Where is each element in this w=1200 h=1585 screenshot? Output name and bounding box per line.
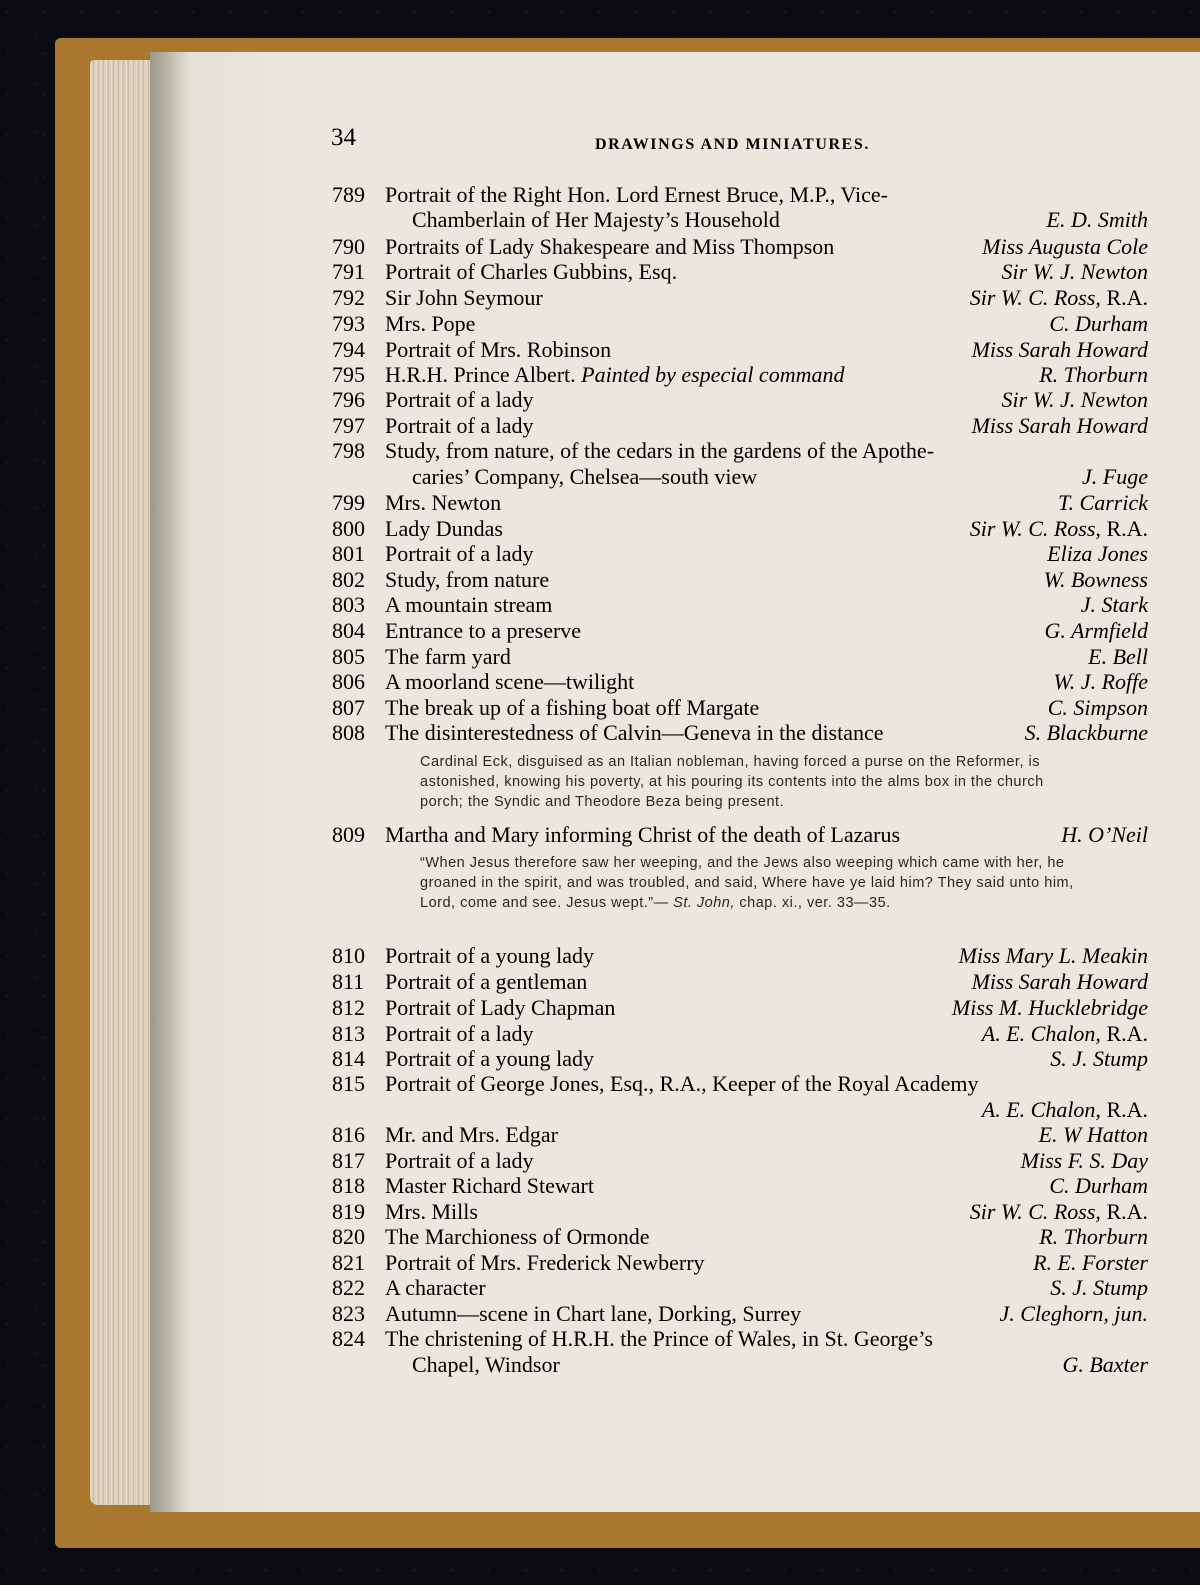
entry-number: 814 xyxy=(332,1046,365,1071)
entry-artist-name: Miss F. S. Day xyxy=(1020,1148,1148,1173)
entry-artist-name: W. Bowness xyxy=(1043,567,1148,592)
entry-title xyxy=(385,1046,594,1072)
entry-title-text: Study, from nature, of the cedars in the gardens of the Apothe- xyxy=(385,438,935,463)
entry-802 xyxy=(0,567,1200,593)
entry-title-text: Portrait of Charles Gubbins, Esq. xyxy=(385,259,678,284)
entry-title xyxy=(385,1122,558,1148)
entry-title xyxy=(385,1326,933,1352)
entry-title xyxy=(385,720,884,746)
entry-artist xyxy=(1000,1301,1149,1327)
entry-title-text: Portrait of Mrs. Frederick Newberry xyxy=(385,1250,705,1275)
entry-artist-name: T. Carrick xyxy=(1057,490,1148,515)
entry-title-text: Portrait of a young lady xyxy=(385,943,594,968)
note-809-quote-text: “When Jesus therefore saw her weeping, and the Jews also weeping which came with her, he groaned in the spirit, and was troubled, and said, Where have ye laid him? They said unto him, Lord, come and see. Jesus wept.”— xyxy=(420,855,1074,911)
entry-title xyxy=(385,669,634,695)
entry-number: 796 xyxy=(332,387,365,412)
entry-title-text: The Marchioness of Ormonde xyxy=(385,1224,650,1249)
entry-794 xyxy=(0,337,1200,363)
entry-number: 807 xyxy=(332,695,365,720)
entry-title-text: The farm yard xyxy=(385,644,511,669)
entry-artist-name: Miss M. Hucklebridge xyxy=(951,995,1148,1020)
entry-number: 819 xyxy=(332,1199,365,1224)
entry-number: 816 xyxy=(332,1122,365,1147)
entry-artist xyxy=(1048,695,1148,721)
entry-title xyxy=(385,644,511,670)
entry-799 xyxy=(0,490,1200,516)
entry-artist xyxy=(1002,387,1148,413)
entry-title-text: Portrait of the Right Hon. Lord Ernest Bruce, M.P., Vice- xyxy=(385,182,888,207)
entry-artist xyxy=(1082,464,1148,490)
note-809-cite: St. John, xyxy=(673,895,735,911)
entry-artist xyxy=(1045,618,1148,644)
entry-819 xyxy=(0,1199,1200,1225)
entry-artist-name: Eliza Jones xyxy=(1047,541,1148,566)
entry-818 xyxy=(0,1173,1200,1199)
entry-title-text: The disinterestedness of Calvin—Geneva in the distance xyxy=(385,720,884,745)
entry-title-text: Portrait of George Jones, Esq., R.A., Keeper of the Royal Academy xyxy=(385,1071,979,1096)
entry-title xyxy=(385,362,844,388)
entry-814 xyxy=(0,1046,1200,1072)
entry-artist xyxy=(1033,1250,1148,1276)
entry-artist-suffix: R.A. xyxy=(1100,1021,1148,1046)
entry-824 xyxy=(0,1326,1200,1352)
entry-artist-name: E. Bell xyxy=(1088,644,1148,669)
entry-789-continued xyxy=(0,207,1200,233)
entry-number: 792 xyxy=(332,285,365,310)
entry-800 xyxy=(0,516,1200,542)
entry-title-text: Portrait of a lady xyxy=(385,541,534,566)
entry-title xyxy=(385,1173,594,1199)
entry-artist-name: C. Durham xyxy=(1049,311,1148,336)
entry-title-text: Portrait of a lady xyxy=(385,1021,534,1046)
entry-artist xyxy=(959,943,1148,969)
entry-artist xyxy=(1049,311,1148,337)
entry-artist xyxy=(982,234,1148,260)
entry-artist xyxy=(1039,1122,1148,1148)
entry-artist-suffix: R.A. xyxy=(1100,285,1148,310)
entry-title xyxy=(385,943,594,969)
entry-title xyxy=(385,311,475,337)
entry-title xyxy=(385,995,615,1021)
entry-title xyxy=(385,695,759,721)
entry-820 xyxy=(0,1224,1200,1250)
entry-number: 817 xyxy=(332,1148,365,1173)
entry-title xyxy=(385,490,501,516)
entry-artist-name: W. J. Roffe xyxy=(1053,669,1148,694)
entry-title xyxy=(385,387,533,413)
entry-artist-name: G. Armfield xyxy=(1044,618,1148,643)
entry-artist-name: S. J. Stump xyxy=(1050,1046,1148,1071)
entry-artist xyxy=(972,969,1148,995)
running-head: DRAWINGS AND MINIATURES. xyxy=(595,136,871,153)
entry-number: 808 xyxy=(332,720,365,745)
entry-title xyxy=(385,516,503,542)
entry-artist xyxy=(1021,1148,1148,1174)
entry-artist-name: R. Thorburn xyxy=(1039,362,1148,387)
entry-artist xyxy=(1081,592,1148,618)
entry-artist-name: Sir W. J. Newton xyxy=(1001,259,1148,284)
entry-number: 818 xyxy=(332,1173,365,1198)
entry-number: 821 xyxy=(332,1250,365,1275)
entry-title-text: A moorland scene—twilight xyxy=(385,669,635,694)
entry-812 xyxy=(0,995,1200,1021)
entry-807 xyxy=(0,695,1200,721)
entry-title-continued: Chamberlain of Her Majesty’s Household xyxy=(412,207,780,232)
entry-number: 806 xyxy=(332,669,365,694)
entry-number: 809 xyxy=(332,822,365,847)
entry-number: 815 xyxy=(332,1071,365,1096)
entry-artist xyxy=(982,1097,1148,1123)
entry-813 xyxy=(0,1021,1200,1047)
entry-title xyxy=(385,259,677,285)
entry-artist-suffix: R.A. xyxy=(1100,1097,1148,1122)
entry-title-text: Mrs. Newton xyxy=(385,490,502,515)
entry-artist xyxy=(1049,1173,1148,1199)
entry-title xyxy=(385,1071,978,1097)
entry-title xyxy=(385,234,834,260)
entry-artist xyxy=(1088,644,1148,670)
entry-792 xyxy=(0,285,1200,311)
entry-title xyxy=(385,1250,705,1276)
entry-number: 823 xyxy=(332,1301,365,1326)
entry-artist-name: A. E. Chalon, xyxy=(981,1097,1101,1122)
entry-artist xyxy=(970,1199,1148,1225)
entry-title-text: Portrait of a young lady xyxy=(385,1046,594,1071)
entry-artist-name: J. Stark xyxy=(1080,592,1148,617)
entry-title-text: Sir John Seymour xyxy=(385,285,543,310)
entry-artist-name: S. Blackburne xyxy=(1024,720,1148,745)
entry-artist xyxy=(1050,1046,1148,1072)
entry-number: 802 xyxy=(332,567,365,592)
entry-816 xyxy=(0,1122,1200,1148)
entry-title-text: The christening of H.R.H. the Prince of Wales, in St. George’s xyxy=(385,1326,933,1351)
entry-artist xyxy=(1050,1275,1148,1301)
entry-number: 811 xyxy=(332,969,365,994)
entry-artist xyxy=(1054,669,1149,695)
entry-title-text: Mrs. Pope xyxy=(385,311,476,336)
entry-title-continued: Chapel, Windsor xyxy=(412,1352,560,1377)
entry-number: 812 xyxy=(332,995,365,1020)
entry-number: 800 xyxy=(332,516,365,541)
entry-817 xyxy=(0,1148,1200,1174)
note-809-quote xyxy=(420,853,1090,913)
entry-title xyxy=(385,1275,486,1301)
entry-artist-name: R. Thorburn xyxy=(1039,1224,1148,1249)
entry-artist-name: C. Durham xyxy=(1049,1173,1148,1198)
entry-artist xyxy=(952,995,1148,1021)
entry-795 xyxy=(0,362,1200,388)
entry-title xyxy=(385,541,533,567)
entry-title-text: Lady Dundas xyxy=(385,516,503,541)
entry-number: 789 xyxy=(332,182,365,207)
entry-title xyxy=(385,822,900,848)
entry-title xyxy=(385,1199,478,1225)
entry-808-note xyxy=(420,752,1090,812)
entry-title-text: Study, from nature xyxy=(385,567,550,592)
entry-artist xyxy=(1039,1224,1148,1250)
entry-title-note: Painted by especial command xyxy=(581,362,845,387)
entry-title-text: Mrs. Mills xyxy=(385,1199,478,1224)
entry-title-text: Portrait of a lady xyxy=(385,1148,534,1173)
entry-797 xyxy=(0,413,1200,439)
entry-artist xyxy=(970,516,1148,542)
entry-title-text: Portrait of a lady xyxy=(385,413,534,438)
entry-title xyxy=(385,1021,533,1047)
note-808-text: Cardinal Eck, disguised as an Italian nobleman, having forced a purse on the Reformer, is astonished, knowing his poverty, at his pouring its contents into the alms box in the church porch; the Syndic and Theodore Beza being present. xyxy=(420,754,1044,810)
page-number: 34 xyxy=(331,124,356,151)
entry-artist xyxy=(1047,541,1148,567)
entry-805 xyxy=(0,644,1200,670)
entry-title xyxy=(385,337,611,363)
entry-title-text: Portrait of Mrs. Robinson xyxy=(385,337,612,362)
entry-title xyxy=(385,618,581,644)
entry-artist-name: H. O’Neil xyxy=(1061,822,1148,847)
entry-number: 805 xyxy=(332,644,365,669)
entry-804 xyxy=(0,618,1200,644)
entry-artist-name: J. Fuge xyxy=(1082,464,1148,489)
entry-title xyxy=(385,969,587,995)
entry-artist xyxy=(1039,362,1148,388)
entry-artist-name: E. W Hatton xyxy=(1038,1122,1148,1147)
entry-artist-name: J. Cleghorn, jun. xyxy=(999,1301,1148,1326)
entry-artist-name: R. E. Forster xyxy=(1033,1250,1148,1275)
entry-artist-name: A. E. Chalon, xyxy=(981,1021,1101,1046)
entry-822 xyxy=(0,1275,1200,1301)
entry-artist-suffix: R.A. xyxy=(1100,1199,1148,1224)
entry-title-text: Entrance to a preserve xyxy=(385,618,582,643)
entry-artist-name: G. Baxter xyxy=(1062,1352,1148,1377)
entry-title-text: Portraits of Lady Shakespeare and Miss Thompson xyxy=(385,234,835,259)
entry-artist-name: Miss Sarah Howard xyxy=(971,413,1148,438)
entry-796 xyxy=(0,387,1200,413)
entry-artist-name: Miss Sarah Howard xyxy=(971,969,1148,994)
entry-artist xyxy=(970,285,1148,311)
entry-791 xyxy=(0,259,1200,285)
entry-artist xyxy=(1025,720,1148,746)
entry-title-text: Autumn—scene in Chart lane, Dorking, Surrey xyxy=(385,1301,802,1326)
entry-artist-name: Sir W. C. Ross, xyxy=(969,516,1101,541)
entry-number: 799 xyxy=(332,490,365,515)
entry-798-continued xyxy=(0,464,1200,490)
entry-title xyxy=(385,413,533,439)
entry-number: 795 xyxy=(332,362,365,387)
entry-title xyxy=(385,182,888,208)
entry-title-text: Portrait of a gentleman xyxy=(385,969,588,994)
entry-artist xyxy=(972,337,1148,363)
entry-title-text: Mr. and Mrs. Edgar xyxy=(385,1122,558,1147)
entry-title xyxy=(385,567,549,593)
entry-title-text: H.R.H. Prince Albert. xyxy=(385,362,576,387)
entry-number: 822 xyxy=(332,1275,365,1300)
entry-title-text: A mountain stream xyxy=(385,592,553,617)
entry-number: 824 xyxy=(332,1326,365,1351)
entry-title-text: Portrait of a lady xyxy=(385,387,534,412)
entry-798 xyxy=(0,438,1200,464)
entry-number: 797 xyxy=(332,413,365,438)
entry-artist-name: Miss Augusta Cole xyxy=(982,234,1148,259)
entry-801 xyxy=(0,541,1200,567)
entry-number: 793 xyxy=(332,311,365,336)
entry-title-text: The break up of a fishing boat off Margate xyxy=(385,695,760,720)
entry-number: 813 xyxy=(332,1021,365,1046)
entry-803 xyxy=(0,592,1200,618)
entry-artist xyxy=(1061,822,1148,848)
entry-806 xyxy=(0,669,1200,695)
entry-808 xyxy=(0,720,1200,746)
entry-810 xyxy=(0,943,1200,969)
entry-title-text: Martha and Mary informing Christ of the death of Lazarus xyxy=(385,822,901,847)
entry-number: 794 xyxy=(332,337,365,362)
entry-number: 801 xyxy=(332,541,365,566)
entry-793 xyxy=(0,311,1200,337)
entry-artist-name: Miss Mary L. Meakin xyxy=(958,943,1148,968)
entry-number: 803 xyxy=(332,592,365,617)
entry-number: 810 xyxy=(332,943,365,968)
entry-815 xyxy=(0,1071,1200,1097)
entry-number: 798 xyxy=(332,438,365,463)
entry-title xyxy=(385,1148,533,1174)
entry-artist xyxy=(982,1021,1148,1047)
entry-number: 790 xyxy=(332,234,365,259)
entry-789 xyxy=(0,182,1200,208)
entry-815-continued xyxy=(0,1097,1200,1123)
entry-artist xyxy=(1062,1352,1148,1378)
entry-artist-suffix: R.A. xyxy=(1100,516,1148,541)
note-809-ref: chap. xi., ver. 33—35. xyxy=(739,895,891,911)
entry-artist-name: Sir W. C. Ross, xyxy=(969,1199,1101,1224)
entry-number: 791 xyxy=(332,259,365,284)
entry-title xyxy=(385,1301,801,1327)
entry-artist xyxy=(1047,207,1148,233)
entry-title-text: Portrait of Lady Chapman xyxy=(385,995,616,1020)
entry-artist xyxy=(1002,259,1148,285)
entry-artist xyxy=(1044,567,1148,593)
entry-title xyxy=(385,285,543,311)
entry-title-continued: caries’ Company, Chelsea—south view xyxy=(412,464,758,489)
entry-790 xyxy=(0,234,1200,260)
entry-artist xyxy=(1058,490,1148,516)
entry-number: 804 xyxy=(332,618,365,643)
entry-title xyxy=(385,592,552,618)
entry-title xyxy=(385,1224,650,1250)
entry-artist-name: E. D. Smith xyxy=(1046,207,1148,232)
entry-artist-name: S. J. Stump xyxy=(1050,1275,1148,1300)
entry-821 xyxy=(0,1250,1200,1276)
entry-artist-name: C. Simpson xyxy=(1047,695,1148,720)
entry-title-text: Master Richard Stewart xyxy=(385,1173,594,1198)
entry-809-note xyxy=(420,853,1090,913)
entry-artist xyxy=(972,413,1148,439)
entry-title-text: A character xyxy=(385,1275,486,1300)
entry-809 xyxy=(0,822,1200,848)
entry-823 xyxy=(0,1301,1200,1327)
entry-artist-name: Miss Sarah Howard xyxy=(971,337,1148,362)
entry-824-continued xyxy=(0,1352,1200,1378)
entry-number: 820 xyxy=(332,1224,365,1249)
entry-artist-name: Sir W. J. Newton xyxy=(1001,387,1148,412)
entry-artist-name: Sir W. C. Ross, xyxy=(969,285,1101,310)
entry-811 xyxy=(0,969,1200,995)
entry-title xyxy=(385,438,934,464)
